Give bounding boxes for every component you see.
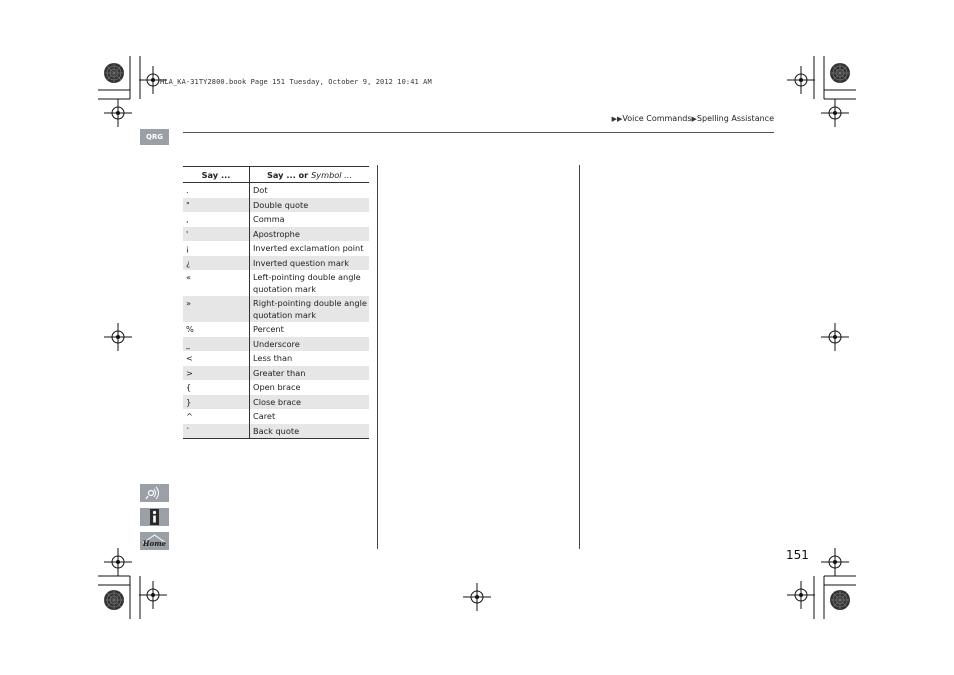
say-cell: Percent	[253, 324, 284, 334]
symbol-cell: ,	[183, 212, 250, 227]
symbol-cell: "	[183, 198, 250, 213]
qrg-tab[interactable]: QRG	[140, 129, 169, 145]
table-header-row	[183, 167, 369, 183]
home-icon-label: Home	[142, 539, 167, 548]
breadcrumb-arrow-icon: ▶	[691, 115, 697, 123]
symbol-cell: >	[183, 366, 250, 381]
breadcrumb	[612, 114, 774, 123]
info-icon[interactable]	[140, 508, 169, 526]
print-header: HLA_KA-31TY2800.book Page 151 Tuesday, October 9, 2012 10:41 AM	[160, 78, 432, 86]
symbol-cell: .	[183, 183, 250, 198]
table-row	[183, 296, 369, 322]
table-row	[183, 351, 369, 366]
say-cell: Inverted question mark	[250, 256, 370, 271]
symbol-cell: {	[183, 380, 250, 395]
say-cell: Right-pointing double angle quotation mark	[250, 296, 370, 322]
say-cell: Less than	[253, 353, 293, 363]
symbol-cell: «	[183, 270, 250, 296]
symbol-cell: ^	[183, 409, 250, 424]
symbol-cell: ¿	[183, 256, 250, 271]
say-cell: Dot	[253, 185, 268, 195]
table-row	[183, 409, 369, 424]
table-row	[183, 424, 369, 439]
symbol-cell: `	[183, 424, 250, 439]
say-cell: Back quote	[250, 424, 370, 439]
voice-command-icon[interactable]	[140, 484, 169, 502]
say-cell: Open brace	[253, 382, 301, 392]
breadcrumb-item[interactable]: Spelling Assistance	[696, 114, 774, 123]
symbol-cell: }	[183, 395, 250, 410]
table-row	[183, 212, 369, 227]
column-header-say: Say ...	[183, 167, 250, 183]
column-header-say-or-symbol: Say ... or Symbol ...	[250, 167, 370, 183]
table-row	[183, 270, 369, 296]
symbol-cell: '	[183, 227, 250, 242]
breadcrumb-item[interactable]: Voice Commands	[622, 114, 692, 123]
breadcrumb-arrow-icon: ▶▶	[611, 115, 623, 123]
say-cell: Left-pointing double angle quotation mark	[253, 272, 361, 294]
home-icon[interactable]	[140, 532, 169, 550]
say-cell: Double quote	[250, 198, 370, 213]
say-cell: Apostrophe	[250, 227, 370, 242]
table-row	[183, 183, 369, 198]
table-row	[183, 337, 369, 352]
table-row	[183, 322, 369, 337]
table-row	[183, 198, 369, 213]
say-cell: Greater than	[250, 366, 370, 381]
table-row	[183, 256, 369, 271]
say-cell: Inverted exclamation point	[253, 243, 364, 253]
say-cell: Caret	[253, 411, 276, 421]
say-cell: Comma	[253, 214, 285, 224]
table-row	[183, 395, 369, 410]
column-divider	[579, 165, 580, 549]
table-row	[183, 241, 369, 256]
header-rule	[183, 132, 774, 133]
symbol-cell: »	[183, 296, 250, 322]
symbol-cell: %	[183, 322, 250, 337]
table-row	[183, 227, 369, 242]
symbol-cell: ¡	[183, 241, 250, 256]
table-row	[183, 366, 369, 381]
say-cell: Underscore	[250, 337, 370, 352]
symbol-cell: <	[183, 351, 250, 366]
page-number: 151	[786, 548, 809, 562]
symbol-cell: _	[183, 337, 250, 352]
say-cell: Close brace	[250, 395, 370, 410]
column-divider	[377, 165, 378, 549]
spelling-symbol-table	[183, 166, 369, 439]
table-row	[183, 380, 369, 395]
